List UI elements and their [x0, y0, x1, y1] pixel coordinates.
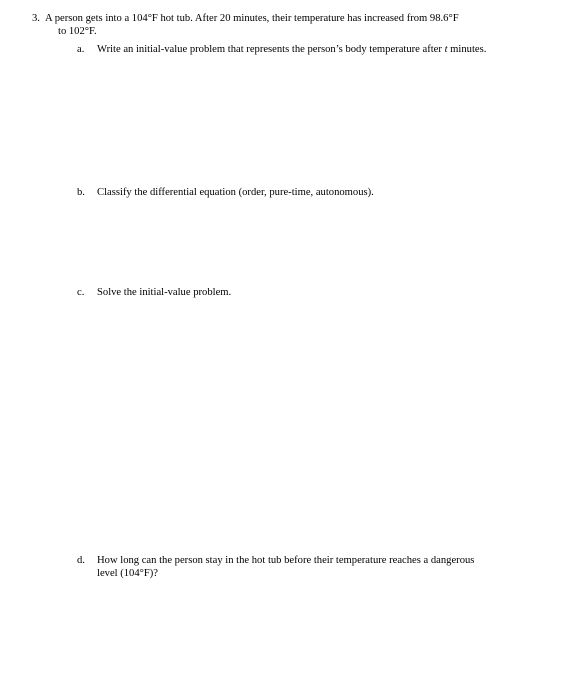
part-c-letter: c.	[77, 287, 85, 298]
problem-stem-line-2: to 102°F.	[58, 26, 97, 37]
part-a-text	[97, 43, 486, 56]
problem-stem-line-1: A person gets into a 104°F hot tub. After 20 minutes, their temperature has increased from 98.6°F	[45, 13, 459, 24]
part-d-text-line-2: level (104°F)?	[97, 568, 159, 579]
part-d-text-line-1: How long can the person stay in the hot tub before their temperature reaches a dangerous	[97, 555, 475, 566]
part-b-text: Classify the differential equation (order, pure-time, autonomous).	[97, 187, 374, 198]
part-a-text-before: Write an initial-value problem that represents the person’s body temperature after	[97, 44, 445, 55]
part-a-text-after: minutes.	[447, 44, 487, 55]
problem-number: 3.	[32, 13, 40, 24]
part-a-variable: t	[444, 44, 448, 55]
part-c-text: Solve the initial-value problem.	[97, 287, 232, 298]
part-a-letter: a.	[77, 44, 85, 55]
part-d-letter: d.	[77, 555, 85, 566]
part-b-letter: b.	[77, 187, 85, 198]
